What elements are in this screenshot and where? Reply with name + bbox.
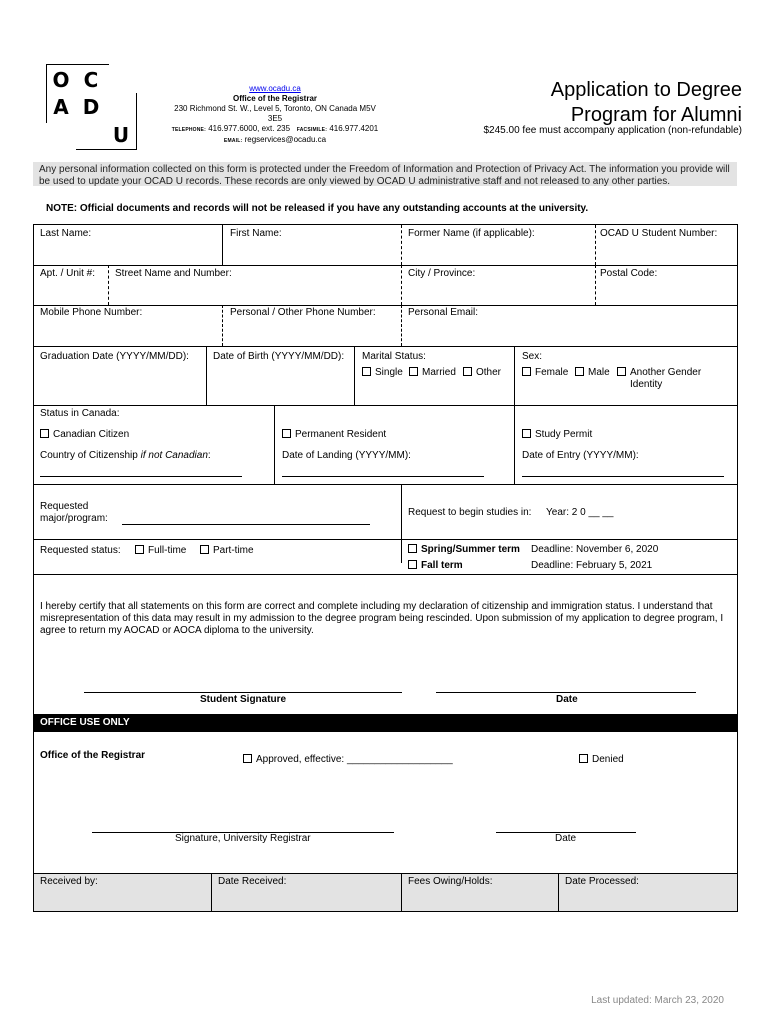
year-field[interactable]: Year: 2 0 __ __ [546, 507, 614, 518]
requested-label-2: major/program: [40, 513, 108, 524]
permanent-resident-checkbox[interactable] [282, 429, 291, 438]
part-time-label: Part-time [213, 545, 254, 556]
fall-deadline: Deadline: February 5, 2021 [531, 560, 653, 571]
fall-option[interactable] [408, 560, 463, 571]
student-date-line[interactable] [436, 692, 696, 693]
marital-married-option[interactable] [409, 367, 456, 378]
requested-status-label: Requested status: [40, 545, 121, 556]
registrar-date-label: Date [555, 833, 577, 844]
address: 230 Richmond St. W., Level 5, Toronto, ON Canada M5V 3E5 [174, 104, 376, 123]
sex-label: Sex: [522, 351, 543, 362]
last-name-label: Last Name: [40, 228, 92, 239]
female-label: Female [535, 367, 569, 378]
contact-block [170, 84, 380, 146]
landing-input-line[interactable] [282, 476, 484, 477]
date-of-birth-label: Date of Birth (YYYY/MM/DD): [213, 351, 345, 362]
study-permit-checkbox[interactable] [522, 429, 531, 438]
denied-option[interactable] [579, 754, 624, 765]
website-link[interactable]: www.ocadu.ca [249, 84, 301, 93]
denied-checkbox[interactable] [579, 754, 588, 763]
female-checkbox[interactable] [522, 367, 531, 376]
canadian-citizen-option[interactable] [40, 429, 129, 440]
date-of-entry-label: Date of Entry (YYYY/MM): [522, 450, 639, 461]
fall-checkbox[interactable] [408, 560, 417, 569]
last-updated: Last updated: March 23, 2020 [591, 995, 724, 1006]
logo-letter-o: O [52, 68, 70, 92]
registrar-signature-label: Signature, University Registrar [175, 833, 311, 844]
graduation-date-label: Graduation Date (YYYY/MM/DD): [40, 351, 189, 362]
identity-label: Identity [630, 379, 663, 390]
permanent-resident-option[interactable] [282, 429, 386, 440]
approved-checkbox[interactable] [243, 754, 252, 763]
fees-owing-field[interactable]: Fees Owing/Holds: [408, 876, 493, 887]
marital-status-label: Marital Status: [362, 351, 426, 362]
office-name: Office of the Registrar [232, 94, 317, 103]
telephone: 416.977.6000, ext. 235 [208, 124, 291, 133]
office-registrar-label: Office of the Registrar [40, 750, 146, 761]
country-of-citizenship-label: Country of Citizenship if not Canadian: [40, 450, 211, 461]
student-number-label: OCAD U Student Number: [600, 228, 718, 239]
citizenship-input-line[interactable] [40, 476, 242, 477]
single-checkbox[interactable] [362, 367, 371, 376]
approved-option[interactable] [243, 754, 453, 765]
married-checkbox[interactable] [409, 367, 418, 376]
city-province-label: City / Province: [408, 268, 476, 279]
program-input-line[interactable] [122, 524, 370, 525]
mobile-phone-label: Mobile Phone Number: [40, 307, 143, 318]
logo-letter-a: A [53, 95, 69, 119]
apt-unit-label: Apt. / Unit #: [40, 268, 96, 279]
sex-female-option[interactable] [522, 367, 568, 378]
street-label: Street Name and Number: [115, 268, 232, 279]
canadian-citizen-checkbox[interactable] [40, 429, 49, 438]
sex-another-option[interactable] [617, 367, 701, 378]
sex-male-option[interactable] [575, 367, 610, 378]
other-phone-label: Personal / Other Phone Number: [230, 307, 376, 318]
date-processed-field[interactable]: Date Processed: [565, 876, 639, 887]
student-signature-line[interactable] [84, 692, 402, 693]
full-time-option[interactable] [135, 545, 186, 556]
personal-email-label: Personal Email: [408, 307, 479, 318]
marital-single-option[interactable] [362, 367, 403, 378]
marital-other-option[interactable] [463, 367, 501, 378]
student-date-label: Date [556, 694, 578, 705]
married-label: Married [422, 367, 456, 378]
fee-notice: $245.00 fee must accompany application (non-refundable) [483, 125, 742, 136]
single-label: Single [375, 367, 403, 378]
requested-label-1: Requested [40, 501, 89, 512]
first-name-label: First Name: [230, 228, 282, 239]
facsimile: 416.977.4201 [329, 124, 379, 133]
canadian-citizen-label: Canadian Citizen [53, 429, 130, 440]
privacy-notice: Any personal information collected on this form is protected under the Freedom of Information and Protection of Privacy Act. The information you provide will be used to update your OCAD U records. These records are only viewed by OCAD U administrative staff and not released to any other parties. [33, 162, 737, 186]
telephone-label: TELEPHONE: [171, 127, 206, 133]
title-line-1: Application to Degree [550, 79, 742, 101]
begin-studies-label: Request to begin studies in: [408, 507, 532, 518]
logo-letter-u: U [112, 123, 130, 147]
other-label: Other [476, 367, 502, 378]
male-checkbox[interactable] [575, 367, 584, 376]
email: regservices@ocadu.ca [244, 135, 327, 144]
part-time-checkbox[interactable] [200, 545, 209, 554]
postal-code-label: Postal Code: [600, 268, 658, 279]
ocad-u-logo [46, 64, 137, 150]
spring-summer-option[interactable] [408, 544, 520, 555]
title-line-2: Program for Alumni [570, 104, 742, 126]
denied-label: Denied [592, 754, 624, 765]
application-form [33, 224, 738, 912]
spring-summer-checkbox[interactable] [408, 544, 417, 553]
student-signature-label: Student Signature [200, 694, 287, 705]
office-use-only-bar: OFFICE USE ONLY [34, 714, 737, 732]
logo-letter-c: C [83, 68, 99, 92]
study-permit-label: Study Permit [535, 429, 593, 440]
entry-input-line[interactable] [522, 476, 724, 477]
certification-statement: I hereby certify that all statements on this form are correct and complete including my declaration of citizenship and immigration status. I understand that misrepresentation of this data may result in my admission to the degree program being rescinded. Upon submission of my application to degree program, I agree to return my AOCAD or AOCA diploma to the university. [40, 601, 724, 636]
part-time-option[interactable] [200, 545, 254, 556]
approved-label: Approved, effective: ___________________ [256, 754, 453, 765]
former-name-label: Former Name (if applicable): [408, 228, 535, 239]
outstanding-accounts-note: NOTE: Official documents and records will not be released if you have any outstanding accounts at the university. [46, 203, 589, 214]
date-of-landing-label: Date of Landing (YYYY/MM): [282, 450, 411, 461]
study-permit-option[interactable] [522, 429, 592, 440]
date-received-field[interactable]: Date Received: [218, 876, 287, 887]
another-gender-label: Another Gender [630, 367, 702, 378]
male-label: Male [588, 367, 610, 378]
facsimile-label: FACSIMILE: [296, 127, 328, 133]
another-gender-checkbox[interactable] [617, 367, 626, 376]
email-label: EMAIL: [223, 138, 243, 144]
spring-summer-label: Spring/Summer term [421, 544, 520, 555]
permanent-resident-label: Permanent Resident [295, 429, 387, 440]
full-time-checkbox[interactable] [135, 545, 144, 554]
status-in-canada-label: Status in Canada: [40, 408, 120, 419]
full-time-label: Full-time [148, 545, 187, 556]
other-checkbox[interactable] [463, 367, 472, 376]
logo-letter-d: D [82, 95, 100, 119]
fall-label: Fall term [421, 560, 463, 571]
received-by-field[interactable]: Received by: [40, 876, 98, 887]
spring-deadline: Deadline: November 6, 2020 [531, 544, 659, 555]
page-title [462, 78, 742, 128]
